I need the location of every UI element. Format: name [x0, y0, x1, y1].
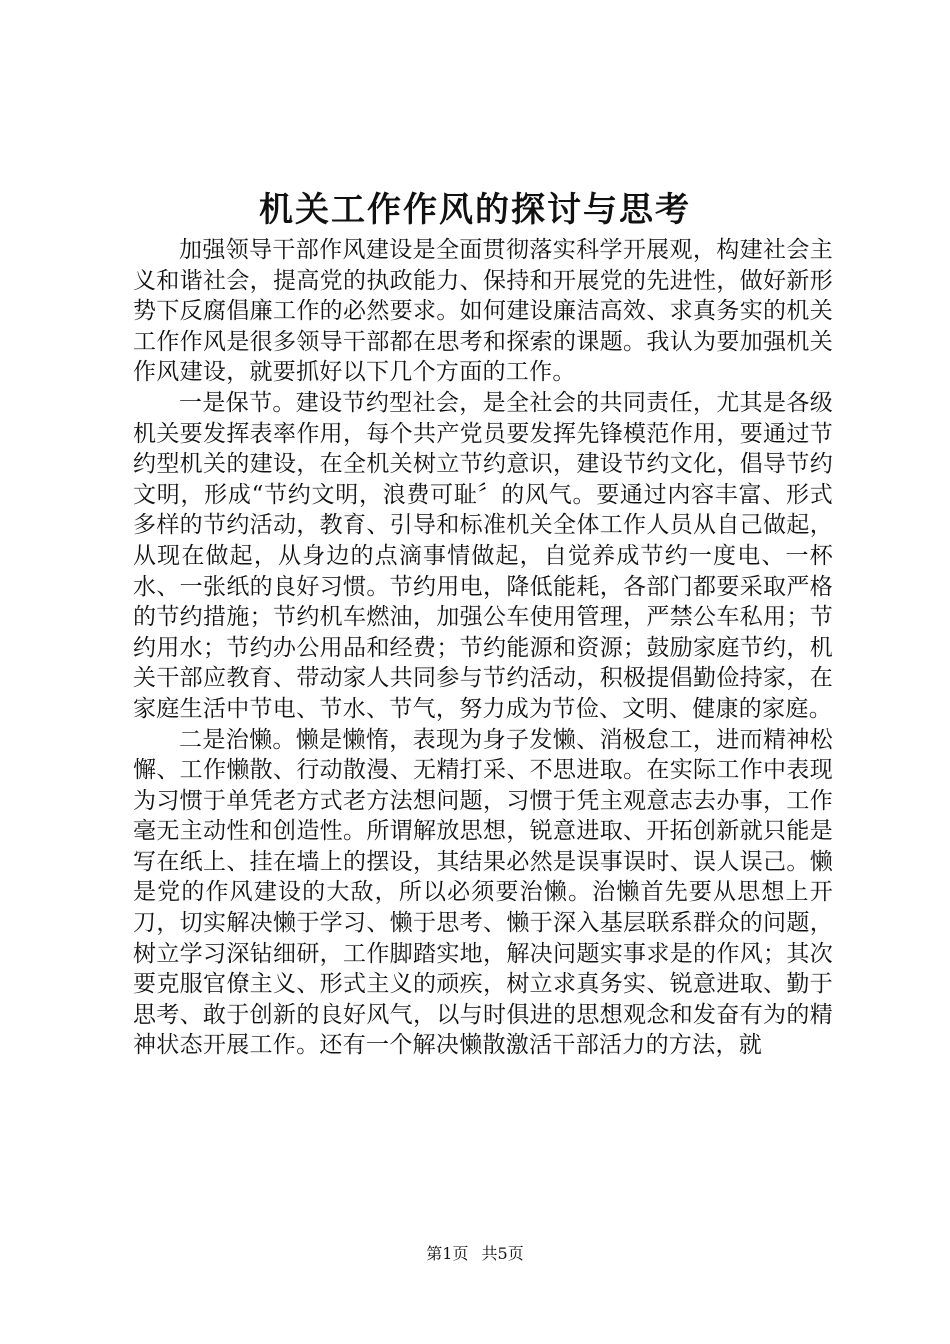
paragraph-saving: 一是保节。建设节约型社会，是全社会的共同责任，尤其是各级机关要发挥表率作用，每个共产党员要发挥先锋模范作用，要通过节约型机关的建设，在全机关树立节约意识，建设节约文化，倡导节约文明，形成“节约文明，浪费可耻〞的风气。要通过内容丰富、形式多样的节约活动，教育、引导和标准机关全体工作人员从自己做起，从现在做起，从身边的点滴事情做起，自觉养成节约一度电、一杯水、一张纸的良好习惯。节约用电，降低能耗，各部门都要采取严格的节约措施；节约机车燃油，加强公车使用管理，严禁公车私用；节约用水；节约办公用品和经费；节约能源和资源；鼓励家庭节约，机关干部应教育、带动家人共同参与节约活动，积极提倡勤俭持家，在家庭生活中节电、节水、节气，努力成为节俭、文明、健康的家庭。 [133, 389, 833, 722]
paragraph-laziness: 二是治懒。懒是懒惰，表现为身子发懒、消极怠工，进而精神松懈、工作懒散、行动散漫、无精打采、不思进取。在实际工作中表现为习惯于单凭老方式老方法想问题，习惯于凭主观意志去办事，工作毫无主动性和创造性。所谓解放思想，锐意进取、开拓创新就只能是写在纸上、挂在墙上的摆设，其结果必然是误事误时、误人误己。懒是党的作风建设的大敌，所以必须要治懒。治懒首先要从思想上开刀，切实解决懒于学习、懒于思考、懒于深入基层联系群众的问题，树立学习深钻细研，工作脚踏实地，解决问题实事求是的作风；其次要克服官僚主义、形式主义的顽疾，树立求真务实、锐意进取、勤于思考、敢于创新的良好风气，以与时俱进的思想观念和发奋有为的精神状态开展工作。还有一个解决懒散激活干部活力的方法，就 [133, 726, 833, 1059]
document-body [133, 235, 833, 1061]
page-number: 第1页 [426, 1244, 469, 1263]
page-footer [0, 1243, 950, 1265]
page-total: 共5页 [481, 1244, 524, 1263]
document-title: 机关工作作风的探讨与思考 [259, 190, 691, 230]
paragraph-intro: 加强领导干部作风建设是全面贯彻落实科学开展观，构建社会主义和谐社会，提高党的执政能力、保持和开展党的先进性，做好新形势下反腐倡廉工作的必然要求。如何建设廉洁高效、求真务实的机关工作作风是很多领导干部都在思考和探索的课题。我认为要加强机关作风建设，就要抓好以下几个方面的工作。 [133, 237, 833, 386]
